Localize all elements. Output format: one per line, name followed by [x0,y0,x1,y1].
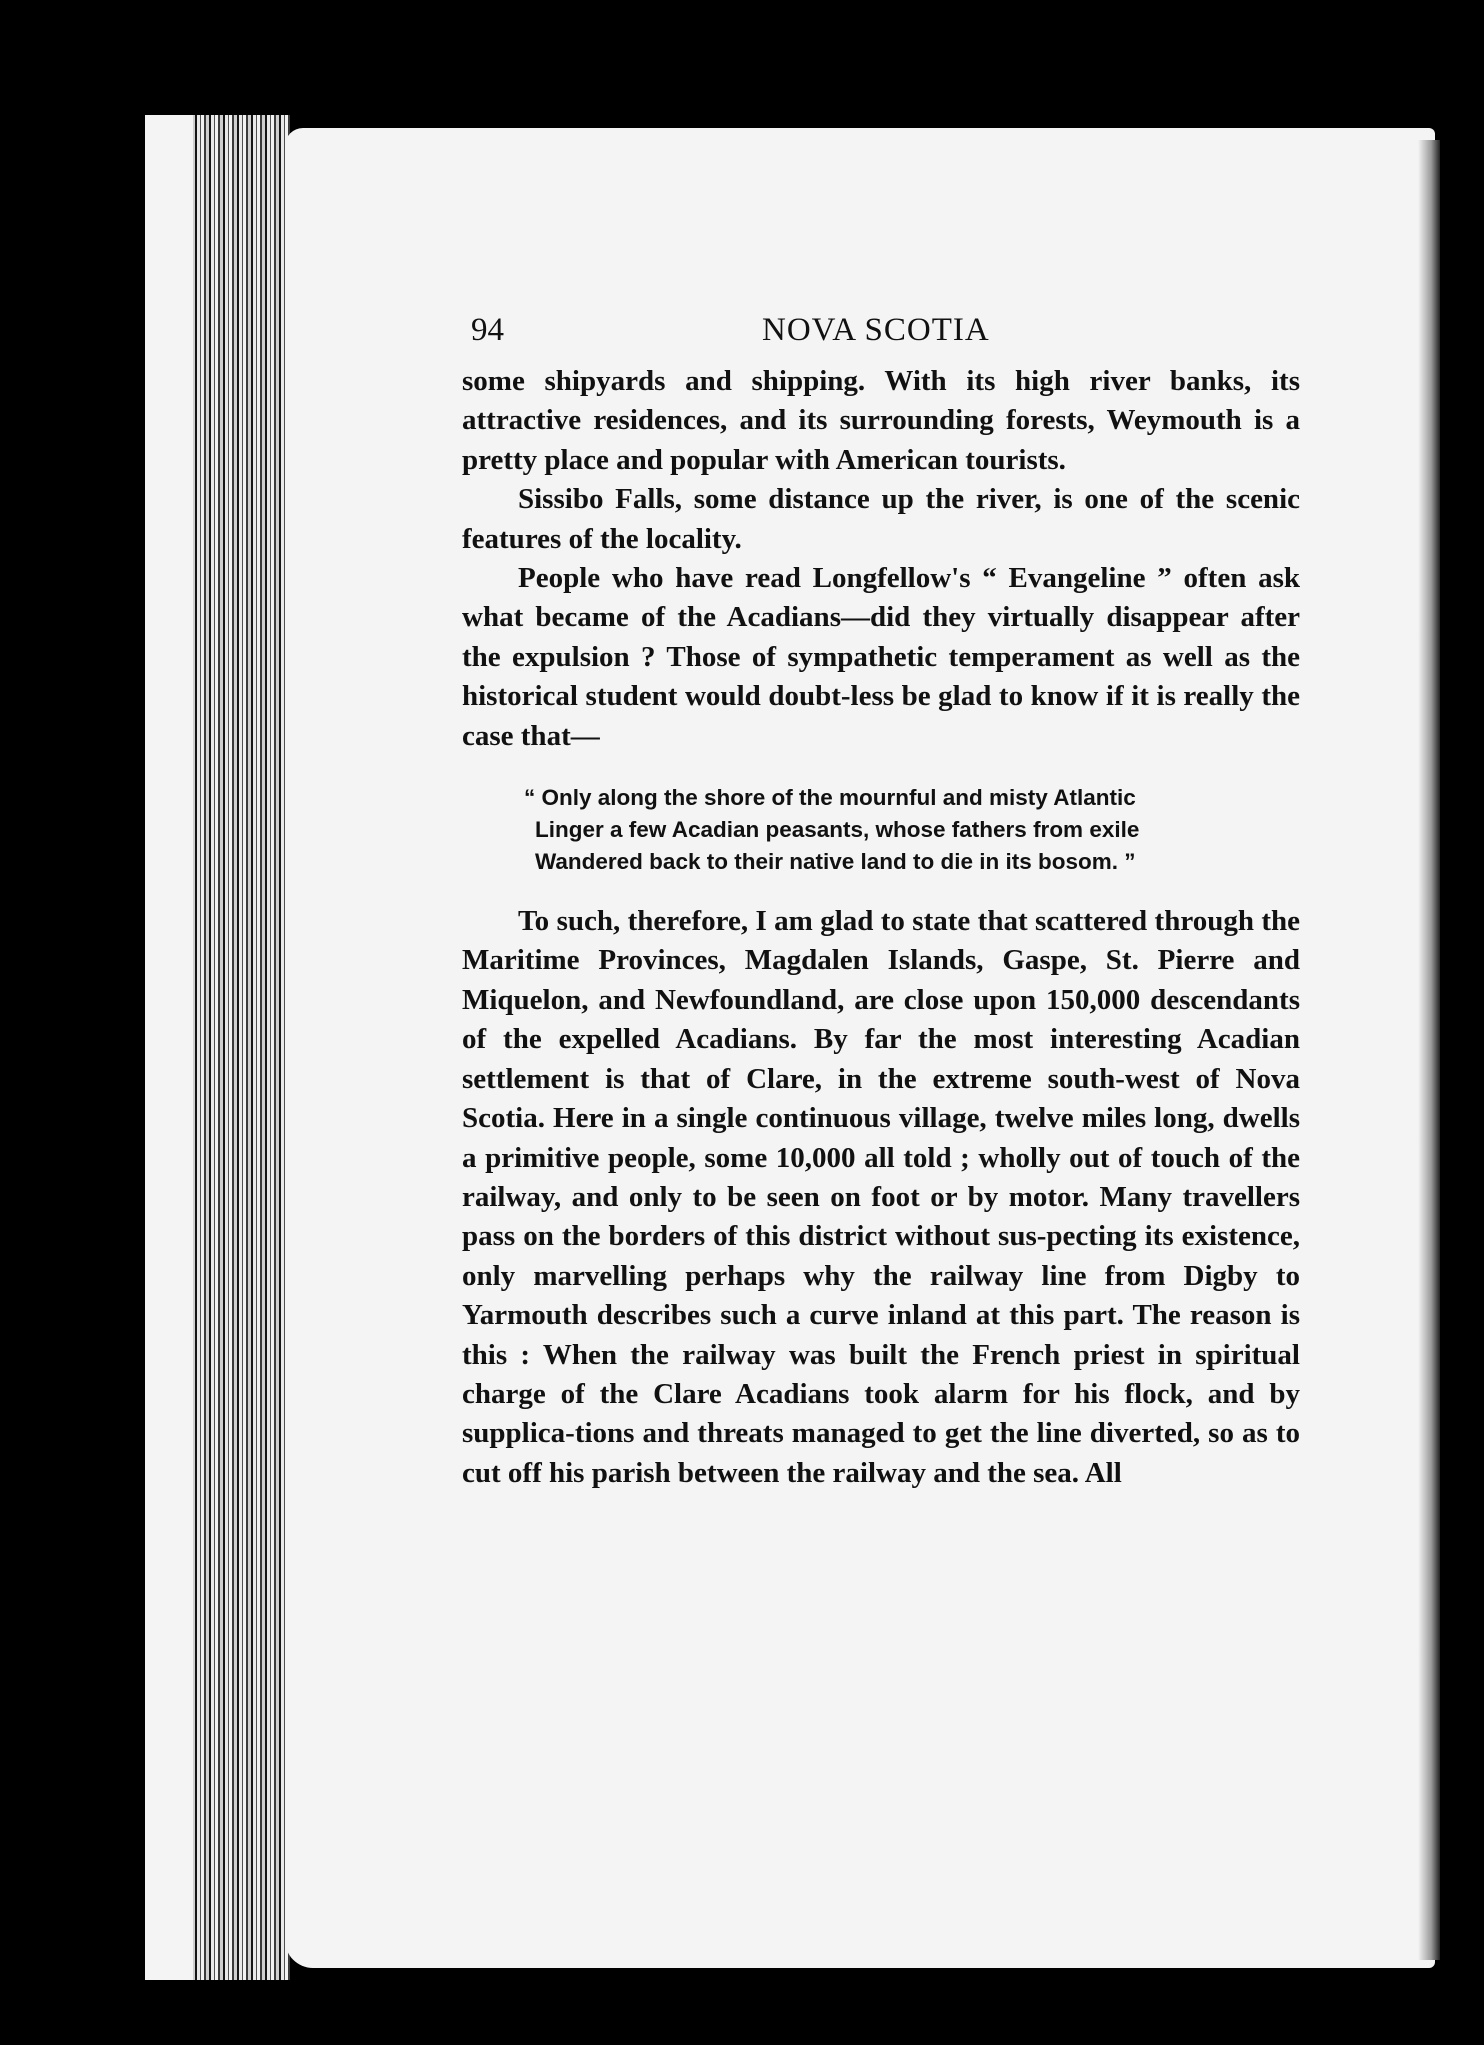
verse-quotation [524,782,1300,878]
running-head: NOVA SCOTIA [762,312,990,348]
paragraph-1: some shipyards and shipping. With its high river banks, its attractive residences, and its surrounding forests, Weymouth is a pretty place and popular with American tourists. [462,365,1300,476]
verse-line-3: Wandered back to their native land to die in its bosom. ” [535,849,1136,875]
page-text-block [462,312,1300,1493]
page-gutter-shadow [1418,140,1440,1960]
left-page-edge [145,115,193,1980]
verse-line-2: Linger a few Acadian peasants, whose fathers from exile [535,817,1140,843]
verse-line-1: “ Only along the shore of the mournful and misty Atlantic [524,785,1136,811]
page-number: 94 [471,312,504,348]
paragraph-2: Sissibo Falls, some distance up the river, is one of the scenic features of the locality. [462,483,1300,555]
paragraph-3: People who have read Longfellow's “ Evangeline ” often ask what became of the Acadians—did they virtually disappear after the expulsion ? Those of sympathetic temperament as well as the historical student would doubt-less be glad to know if it is really the case that— [462,562,1300,752]
page-header [462,312,1300,356]
paragraph-4: To such, therefore, I am glad to state that scattered through the Maritime Provinces, Magdalen Islands, Gaspe, St. Pierre and Miquelon, and Newfoundland, are close upon 150,000 descendants of the expelled Acadians. By far the most interesting Acadian settlement is that of Clare, in the extreme south-west of Nova Scotia. Here in a single continuous village, twelve miles long, dwells a primitive people, some 10,000 all told ; wholly out of touch of the railway, and only to be seen on foot or by motor. Many travellers pass on the borders of this district without sus-pecting its existence, only marvelling perhaps why the railway line from Digby to Yarmouth describes such a curve inland at this part. The reason is this : When the railway was built the French priest in spiritual charge of the Clare Acadians took alarm for his flock, and by supplica-tions and threats managed to get the line diverted, so as to cut off his parish between the railway and the sea. All [462,905,1300,1489]
